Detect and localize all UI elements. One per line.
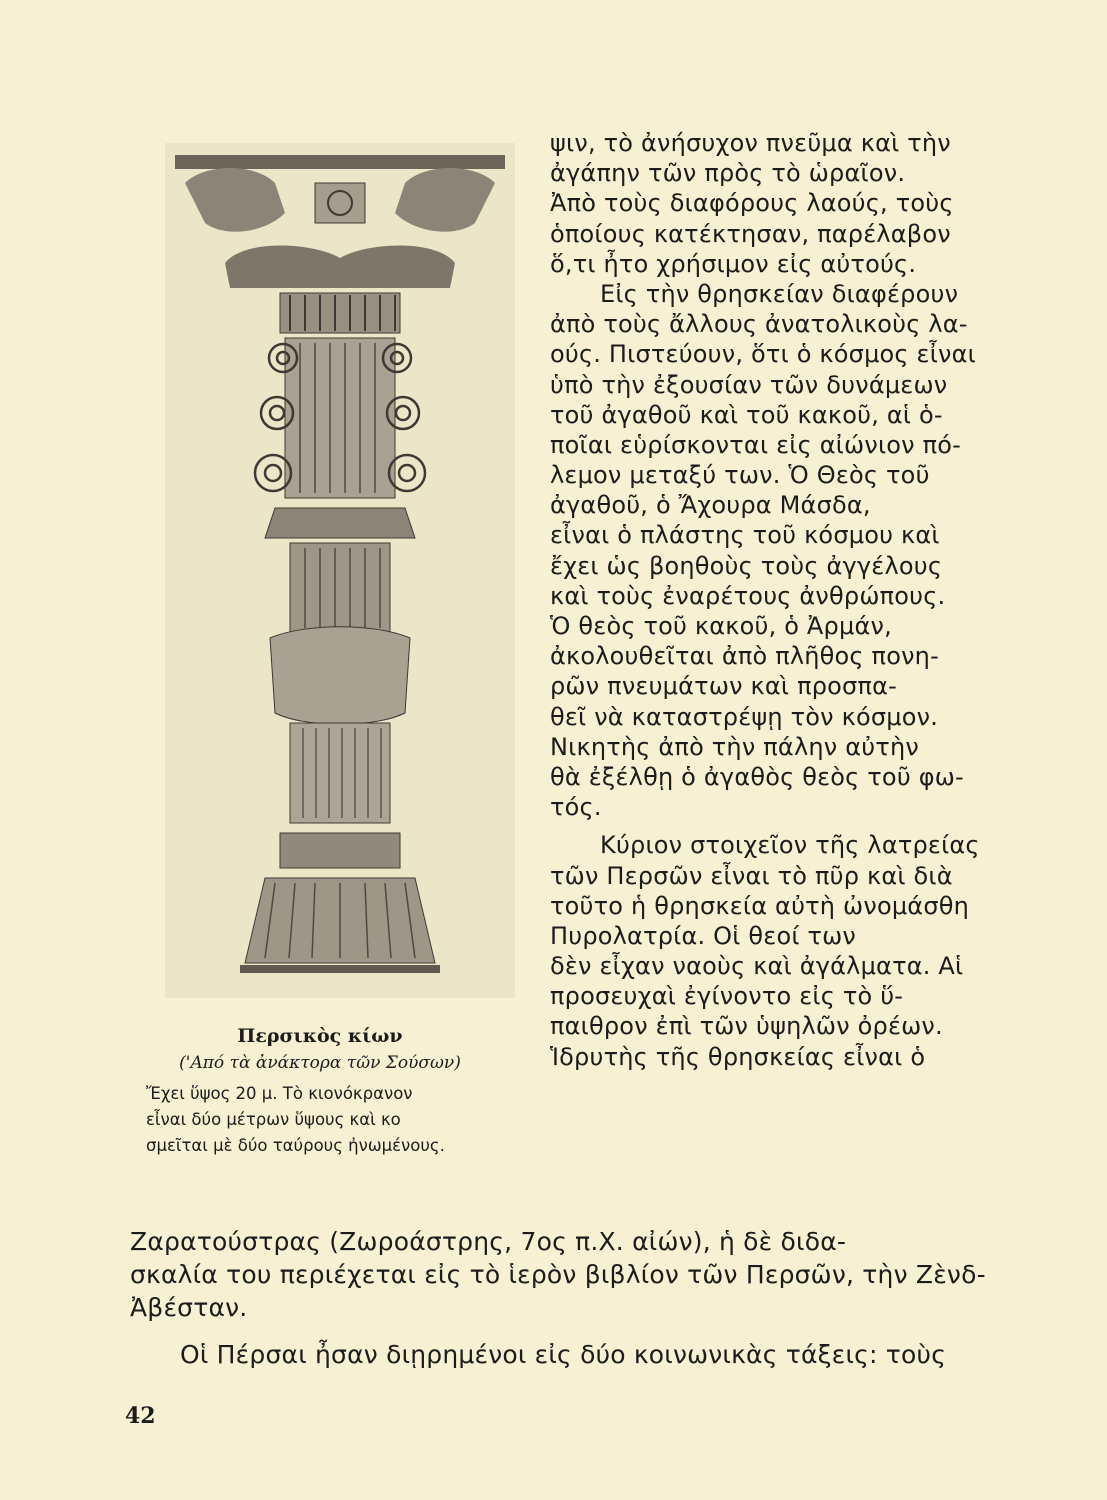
paragraph-gap [550,822,980,830]
text-line: ὑπὸ τὴν ἐξουσίαν τῶν δυνάμεων [550,370,948,399]
page-number: 42 [125,1403,156,1429]
text-line: ποῖαι εὑρίσκονται εἰς αἰώνιον πό- [550,430,961,459]
text-line: παιθρον ἐπὶ τῶν ὑψηλῶν ὀρέων. [550,1012,943,1041]
text-line: ρῶν πνευμάτων καὶ προσπα- [550,672,897,701]
text-line: ούς. Πιστεύουν, ὅτι ὁ κόσμος εἶναι [550,340,976,369]
full-width-text [130,1225,986,1371]
text-line: Πυρολατρία. Οἱ θεοί των [550,921,857,950]
text-line: τῶν Περσῶν εἶναι τὸ πῦρ καὶ διὰ [550,861,953,890]
text-line: προσευχαὶ ἐγίνοντο εἰς τὸ ὕ- [550,982,904,1011]
text-line: Κύριον στοιχεῖον τῆς λατρείας [600,831,980,860]
caption-line: εἶναι δύο μέτρων ὕψους καὶ κο [146,1110,401,1129]
text-line: τοῦ ἀγαθοῦ καὶ τοῦ κακοῦ, αἱ ὁ- [550,400,943,429]
text-line: Ἀβέσταν. [130,1293,248,1322]
figure-caption [120,1025,520,1159]
text-line: ἀγάπην τῶν πρὸς τὸ ὡραῖον. [550,159,906,188]
paragraph-gap [130,1324,980,1338]
caption-line: σμεῖται μὲ δύο ταύρους ἠνωμένους. [146,1136,445,1155]
text-line: Ζαρατούστρας (Ζωροάστρης, 7ος π.Χ. αἰών), ἡ δὲ διδα- [130,1227,847,1256]
text-line: τός. [550,793,602,822]
text-line: καὶ τοὺς ἐναρέτους ἀνθρώπους. [550,581,946,610]
text-line: θὰ ἐξέλθῃ ὁ ἀγαθὸς θεὸς τοῦ φω- [550,762,964,791]
caption-source: ('Από τὰ ἀνάκτορα τῶν Σούσων) [179,1053,461,1073]
text-line: ὅ,τι ἦτο χρήσιμον εἰς αὐτούς. [550,249,917,278]
text-line: ἀγαθοῦ, ὁ Ἄχουρα Μάσδα, [550,491,871,520]
text-line: ψιν, τὸ ἀνήσυχον πνεῦμα καὶ τὴν [550,129,951,157]
text-line: Ἱδρυτὴς τῆς θρησκείας εἶναι ὁ [550,1042,926,1071]
caption-title: Περσικὸς κίων [237,1025,403,1047]
text-line: σκαλία του περιέχεται εἰς τὸ ἱερὸν βιβλίον τῶν Περσῶν, τὴν Ζὲνδ- [130,1260,986,1289]
caption-line: Ἔχει ὕψος 20 μ. Τὸ κιονόκρανον [146,1084,413,1103]
text-line: Ἀπὸ τοὺς διαφόρους λαούς, τοὺς [550,189,954,218]
caption-body [120,1081,520,1159]
text-line: Νικητὴς ἀπὸ τὴν πάλην αὐτὴν [550,732,919,761]
text-line: Ὁ θεὸς τοῦ κακοῦ, ὁ Ἀρμάν, [550,612,892,640]
text-line: ἀκολουθεῖται ἀπὸ πλῆθος πονη- [550,642,939,671]
text-line: Εἰς τὴν θρησκείαν διαφέρουν [600,279,959,308]
text-line: τοῦτο ἡ θρησκεία αὐτὴ ὠνομάσθη [550,891,970,920]
text-line: ὁποίους κατέκτησαν, παρέλαβον [550,219,951,248]
text-line: ἀπὸ τοὺς ἄλλους ἀνατολικοὺς λα- [550,310,968,339]
text-line: λεμον μεταξύ των. Ὁ Θεὸς τοῦ [550,461,930,490]
text-line: Οἱ Πέρσαι ἦσαν διῃρημένοι εἰς δύο κοινωνικὰς τάξεις: τοὺς [180,1340,947,1369]
column-drawing [165,143,515,998]
text-column [550,128,980,1072]
persian-column-illustration [165,143,515,998]
text-line: εἶναι ὁ πλάστης τοῦ κόσμου καὶ [550,521,940,550]
text-line: δὲν εἶχαν ναοὺς καὶ ἀγάλματα. Αἱ [550,952,964,981]
text-line: θεῖ νὰ καταστρέψῃ τὸν κόσμον. [550,702,939,731]
text-line: ἔχει ὡς βοηθοὺς τοὺς ἀγγέλους [550,551,943,580]
